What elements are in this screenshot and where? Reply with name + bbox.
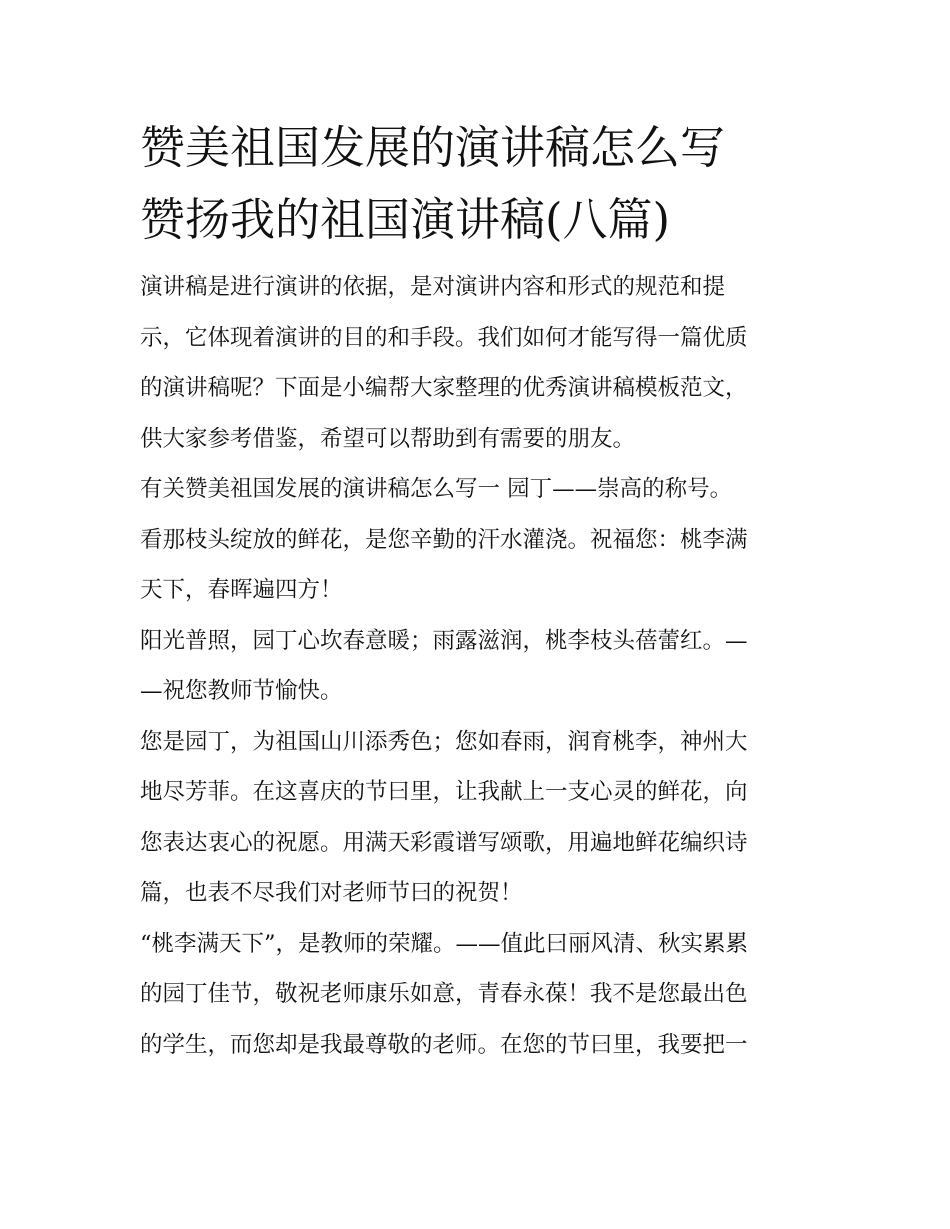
text-line: 有关赞美祖国发展的演讲稿怎么写一 园丁——崇高的称号。 xyxy=(140,476,733,502)
text-line: 的学生，而您却是我最尊敬的老师。在您的节曰里，我要把一 xyxy=(140,1031,748,1058)
text-line: 的演讲稿呢？下面是小编帮大家整理的优秀演讲稿模板范文， xyxy=(140,375,748,401)
paragraph-sunshine xyxy=(140,616,815,717)
text-line: 的园丁佳节，敬祝老师康乐如意，青春永葆！我不是您最出色 xyxy=(140,981,748,1007)
text-line: 示，它体现着演讲的目的和手段。我们如何才能写得一篇优质 xyxy=(140,324,748,351)
text-line: 阳光普照，园丁心坎春意暖；雨露滋润，桃李枝头蓓蕾红。— xyxy=(140,627,748,654)
document-content xyxy=(140,112,815,1070)
paragraph-intro xyxy=(140,262,815,464)
text-line: 您表达衷心的祝愿。用满天彩霞谱写颂歌，用遍地鲜花编织诗 xyxy=(140,829,748,856)
title-line: 赞美祖国发展的演讲稿怎么写 xyxy=(140,121,726,174)
text-line: 篇，也表不尽我们对老师节曰的祝贺！ xyxy=(140,880,523,906)
text-line: 您是园丁，为祖国山川添秀色；您如春雨，润育桃李，神州大 xyxy=(140,728,748,755)
text-line: 看那枝头绽放的鲜花，是您辛勤的汗水灌浇。祝福您：桃李满 xyxy=(140,526,748,553)
document-title xyxy=(140,112,815,256)
text-line: 演讲稿是进行演讲的依据，是对演讲内容和形式的规范和提 xyxy=(140,274,726,300)
text-line: 天下，春晖遍四方！ xyxy=(140,577,343,603)
text-line: “桃李满天下”，是教师的荣耀。——值此曰丽风清、秋实累累 xyxy=(140,930,749,957)
text-line: —祝您教师节愉快。 xyxy=(140,678,343,704)
paragraph-gardener xyxy=(140,717,815,919)
text-line: 地尽芳菲。在这喜庆的节曰里，让我献上一支心灵的鲜花，向 xyxy=(140,779,748,805)
text-line: 供大家参考借鉴，希望可以帮助到有需要的朋友。 xyxy=(140,425,636,452)
document-body xyxy=(140,262,815,1070)
paragraph-peach-plum xyxy=(140,919,815,1071)
paragraph-section-one xyxy=(140,464,815,616)
title-line: 赞扬我的祖国演讲稿(八篇) xyxy=(140,193,671,246)
